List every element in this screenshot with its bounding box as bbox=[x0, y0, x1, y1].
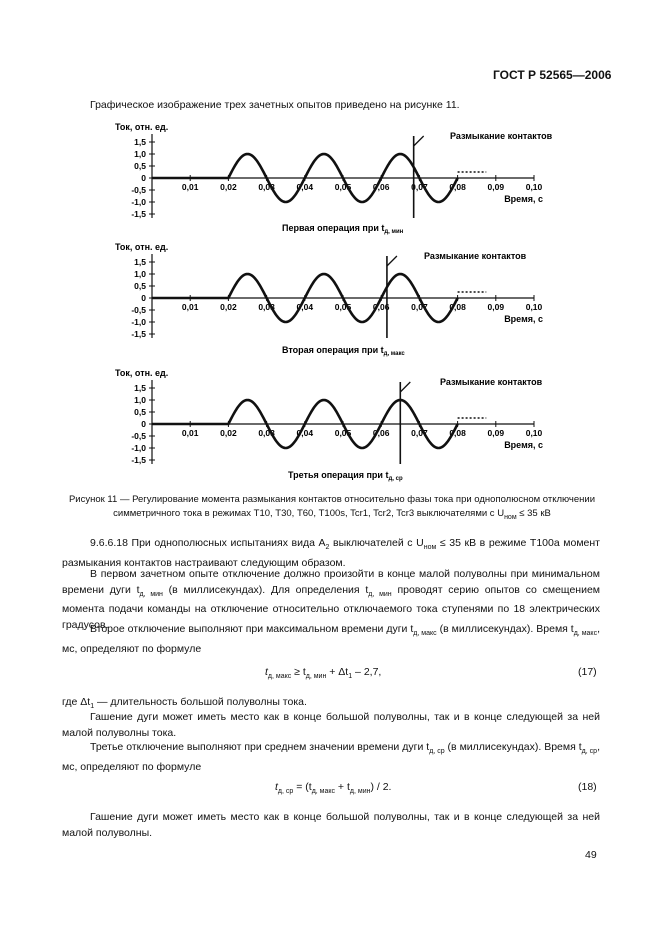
x-tick-label: 0,06 bbox=[372, 428, 390, 438]
x-tick-label: 0,07 bbox=[411, 302, 428, 312]
x-axis-label: Время, с bbox=[504, 440, 543, 450]
chart-subtitle: Первая операция при $t_{д, мин}$ bbox=[282, 223, 404, 235]
y-tick-label: -0,5 bbox=[131, 431, 146, 441]
x-tick-label: 0,06 bbox=[372, 182, 390, 192]
x-tick-label: 0,03 bbox=[258, 302, 275, 312]
chart-subtitle: Третья операция при $t_{д, ср}$ bbox=[288, 470, 403, 482]
x-tick-label: 0,09 bbox=[487, 182, 505, 192]
y-tick-label: 0,5 bbox=[134, 161, 146, 171]
chart-2 bbox=[110, 238, 560, 358]
contact-opening-leader bbox=[414, 136, 424, 146]
contact-opening-leader bbox=[400, 382, 410, 392]
page-number: 49 bbox=[585, 849, 597, 861]
x-axis-label: Время, с bbox=[504, 314, 543, 324]
x-tick-label: 0,09 bbox=[487, 428, 505, 438]
chart-1 bbox=[110, 118, 560, 238]
figure-caption: Рисунок 11 — Регулирование момента размыкания контактов относительно фазы тока при однополюсном отключении симметричного тока в режимах Т10, Т30, Т60, Т100s, Tcr1, Tcr2, Tcr3 выключателями с $U_{ном} \le 35$ кВ bbox=[68, 494, 596, 521]
x-tick-label: 0,08 bbox=[449, 182, 466, 192]
y-tick-label: 0 bbox=[141, 419, 146, 429]
x-tick-label: 0,04 bbox=[296, 302, 314, 312]
y-tick-label: -1,0 bbox=[131, 317, 146, 327]
formula-18: $t_{д, ср} = (t_{д, макс} + t_{д, мин}) / 2$. bbox=[275, 781, 392, 796]
x-tick-label: 0,01 bbox=[181, 302, 199, 312]
x-tick-label: 0,05 bbox=[334, 428, 352, 438]
paragraph-where: где $\Delta t_1$ — длительность большой полуволны тока. bbox=[62, 696, 307, 711]
x-tick-label: 0,02 bbox=[220, 428, 237, 438]
y-axis-label: Ток, отн. ед. bbox=[115, 242, 169, 252]
y-tick-label: -1,5 bbox=[131, 455, 146, 465]
x-axis-label: Время, с bbox=[504, 194, 543, 204]
x-tick-label: 0,06 bbox=[372, 302, 390, 312]
x-tick-label: 0,02 bbox=[220, 182, 237, 192]
y-tick-label: 0,5 bbox=[134, 281, 146, 291]
y-axis-label: Ток, отн. ед. bbox=[115, 368, 169, 378]
x-tick-label: 0,01 bbox=[181, 182, 199, 192]
contact-opening-leader bbox=[387, 256, 397, 266]
paragraph-arc-quench-1: Гашение дуги может иметь место как в конце большой полуволны, так и в конце следующей за ней малой полуволны тока. bbox=[62, 711, 600, 739]
contact-label: Размыкание контактов bbox=[424, 251, 527, 261]
formula-17: $t_{д, макс} \ge t_{д, мин} + \Delta t_1 - 2,7$, bbox=[265, 666, 382, 681]
paragraph-first-test: В первом зачетном опыте отключение должно произойти в конце малой полуволны при минимальном времени дуги $t_{д, мин}$ (в миллисекундах). Для определения $t_{д, мин}$ проводят серию опытов со смещением момента подачи команды на отключение относительно отключаемого тока ступенями по 18 электрических градусов. bbox=[62, 568, 601, 631]
paragraph-second-test: Второе отключение выполняют при максимальном времени дуги $t_{д, макс}$ (в миллисекундах). Время $t_{д, макс}$, мс, определяют по формуле bbox=[62, 623, 600, 655]
chart-3 bbox=[110, 364, 560, 486]
x-tick-label: 0,04 bbox=[296, 182, 314, 192]
equation-number-18: (18) bbox=[578, 781, 597, 793]
standard-header: ГОСТ Р 52565—2006 bbox=[493, 68, 612, 82]
contact-label: Размыкание контактов bbox=[450, 131, 553, 141]
x-tick-label: 0,01 bbox=[181, 428, 199, 438]
equation-number-17: (17) bbox=[578, 666, 597, 678]
y-tick-label: 0,5 bbox=[134, 407, 146, 417]
x-tick-label: 0,02 bbox=[220, 302, 237, 312]
x-tick-label: 0,07 bbox=[411, 182, 428, 192]
y-tick-label: -1,5 bbox=[131, 329, 146, 339]
y-tick-label: 1,0 bbox=[134, 149, 146, 159]
x-tick-label: 0,04 bbox=[296, 428, 314, 438]
y-axis-label: Ток, отн. ед. bbox=[115, 122, 169, 132]
y-tick-label: 1,5 bbox=[134, 257, 146, 267]
y-tick-label: -0,5 bbox=[131, 305, 146, 315]
y-tick-label: 0 bbox=[141, 293, 146, 303]
y-tick-label: -1,0 bbox=[131, 443, 146, 453]
x-tick-label: 0,10 bbox=[525, 428, 543, 438]
y-tick-label: -1,5 bbox=[131, 209, 146, 219]
x-tick-label: 0,08 bbox=[449, 302, 466, 312]
x-tick-label: 0,03 bbox=[258, 182, 275, 192]
x-tick-label: 0,05 bbox=[334, 182, 352, 192]
x-tick-label: 0,03 bbox=[258, 428, 275, 438]
y-tick-label: -0,5 bbox=[131, 185, 146, 195]
y-tick-label: 1,0 bbox=[134, 395, 146, 405]
contact-label: Размыкание контактов bbox=[440, 377, 543, 387]
y-tick-label: 1,0 bbox=[134, 269, 146, 279]
y-tick-label: 1,5 bbox=[134, 383, 146, 393]
x-tick-label: 0,07 bbox=[411, 428, 428, 438]
paragraph-third-test: Третье отключение выполняют при среднем значении времени дуги $t_{д, ср}$ (в миллисекундах). Время $t_{д, ср}$, мс, определяют по формуле bbox=[62, 741, 600, 773]
chart-subtitle: Вторая операция при $t_{д, макс}$ bbox=[282, 345, 405, 357]
paragraph-arc-quench-2: Гашение дуги может иметь место как в конце большой полуволны, так и в конце следующей за ней малой полуволны. bbox=[62, 811, 600, 839]
x-tick-label: 0,10 bbox=[525, 182, 543, 192]
y-tick-label: -1,0 bbox=[131, 197, 146, 207]
y-tick-label: 1,5 bbox=[134, 137, 146, 147]
x-tick-label: 0,09 bbox=[487, 302, 505, 312]
y-tick-label: 0 bbox=[141, 173, 146, 183]
x-tick-label: 0,05 bbox=[334, 302, 352, 312]
x-tick-label: 0,08 bbox=[449, 428, 466, 438]
paragraph-9-6-6-18: 9.6.6.18 При однополюсных испытаниях вида $А_2$ выключателей с $U_{ном} \le 35$ кВ в режиме Т100а момент размыкания контактов настраивают следующим образом. bbox=[62, 537, 600, 569]
intro-text: Графическое изображение трех зачетных опытов приведено на рисунке 11. bbox=[90, 99, 460, 111]
x-tick-label: 0,10 bbox=[525, 302, 543, 312]
